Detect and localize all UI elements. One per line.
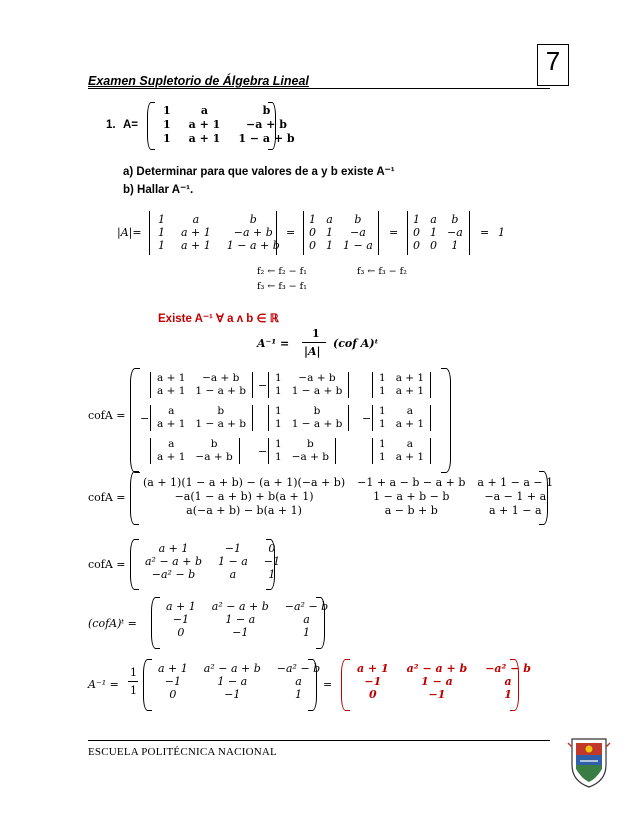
matrix-cell: a + 1 xyxy=(166,600,196,613)
cofactor-minor xyxy=(258,438,336,464)
matrix-cell: −1 xyxy=(232,626,249,639)
minor-determinant xyxy=(150,372,253,398)
det3-right-bar xyxy=(469,211,470,255)
matrix-row xyxy=(137,504,559,518)
minor-cell: a + 1 xyxy=(157,372,186,384)
final-equals: = xyxy=(323,678,333,691)
matrix-cell: 1 xyxy=(451,239,459,252)
matrix-cell: −a² − b xyxy=(276,662,321,675)
minor-determinant xyxy=(150,405,253,431)
minor-determinant xyxy=(268,372,349,398)
matrix-cell: −1 xyxy=(263,555,280,568)
matrix-cell: −a² − b xyxy=(284,600,329,613)
cofactor-sign: − xyxy=(258,378,268,392)
matrix-cell: −a + b xyxy=(245,118,287,131)
inverse-formula-num: 1 xyxy=(312,327,320,340)
matrix-cell: a − b + b xyxy=(384,504,438,517)
matrix-cell: −1 xyxy=(224,542,241,555)
existence-statement: Existe A⁻¹ ∀ a ᴧ b ∈ ℝ xyxy=(158,313,279,325)
cofactor-minor xyxy=(258,372,349,398)
matrix-cell: −1 + a − b − a + b xyxy=(357,476,466,489)
minor-cell: −a + b xyxy=(202,372,240,384)
cofactor-sign: − xyxy=(258,444,268,458)
inverse-formula-rhs: (cof A)ᵗ xyxy=(333,337,379,350)
minor-determinant xyxy=(150,438,240,464)
matrix-row xyxy=(154,132,304,146)
matrix-cell: 1 − a + b − b xyxy=(373,490,450,503)
minor-cell: a xyxy=(406,405,414,417)
cofa-1-left-paren xyxy=(130,368,140,473)
minor-cell: 1 xyxy=(275,438,282,450)
final-fraction-den: 1 xyxy=(130,684,137,697)
cofa-label-2: cofA = xyxy=(88,491,126,504)
final-fraction-num: 1 xyxy=(130,666,137,679)
minor-cell: 1 xyxy=(275,372,282,384)
matrix-cell: a² − a + b xyxy=(203,662,261,675)
matrix-cell: −a(1 − a + b) + b(a + 1) xyxy=(174,490,314,503)
matrix-cell: 1 xyxy=(303,626,310,639)
matrix-cell: a xyxy=(192,213,200,226)
result-right-paren xyxy=(510,659,519,711)
minor-cell: 1 xyxy=(379,385,386,397)
cofactor-minor xyxy=(140,405,253,431)
minor-cell: a xyxy=(168,405,175,417)
cofa-expanded-matrix xyxy=(137,476,559,518)
matrix-cell: 1 xyxy=(163,104,171,117)
det-matrix-2 xyxy=(304,213,378,252)
matrix-cell: 0 xyxy=(369,688,377,701)
minor-cell: b xyxy=(306,438,314,450)
matrix-row xyxy=(408,239,468,252)
school-crest-logo xyxy=(566,735,612,789)
minor-cell: 1 xyxy=(379,451,386,463)
matrix-cell: a + 1 xyxy=(158,542,189,555)
minor-determinant xyxy=(268,438,336,464)
matrix-a-right-paren xyxy=(268,102,276,150)
minor-cell: a xyxy=(406,438,414,450)
matrix-cell: −1 xyxy=(164,675,181,688)
matrix-cell: a xyxy=(295,675,302,688)
matrix-a-label: A= xyxy=(123,119,139,131)
matrix-cell: 1 xyxy=(326,239,333,252)
footer-rule xyxy=(88,740,550,741)
matrix-cell: 0 xyxy=(430,239,437,252)
minor-cell: a + 1 xyxy=(395,418,425,430)
minor-cell: a + 1 xyxy=(157,451,186,463)
matrix-row xyxy=(158,613,336,626)
matrix-row xyxy=(158,600,336,613)
cofat-matrix xyxy=(158,600,336,639)
cofactor-minor xyxy=(258,405,349,431)
matrix-cell: 1 xyxy=(163,118,171,131)
matrix-cell: a xyxy=(200,104,209,117)
final-fraction-bar xyxy=(128,681,138,682)
matrix-a xyxy=(154,104,304,146)
matrix-cell: 1 xyxy=(295,688,302,701)
matrix-cell: 1 xyxy=(413,213,420,226)
matrix-cell: a xyxy=(430,213,437,226)
minor-cell: b xyxy=(210,438,218,450)
matrix-row xyxy=(154,118,304,132)
minor-cell: 1 − a + b xyxy=(195,418,247,430)
det1-right-bar xyxy=(276,211,277,255)
matrix-row xyxy=(150,226,288,239)
part-a: a) Determinar para que valores de a y b existe A⁻¹ xyxy=(123,166,395,178)
minor-cell: 1 xyxy=(379,372,386,384)
matrix-cell: 1 xyxy=(158,226,165,239)
matrix-cell: b xyxy=(354,213,362,226)
matrix-cell: a xyxy=(504,675,512,688)
det2-right-bar xyxy=(378,211,379,255)
matrix-row xyxy=(408,226,468,239)
cofactor-sign: − xyxy=(140,411,150,425)
cofa-2-right-paren xyxy=(539,471,548,525)
matrix-cell: −1 xyxy=(224,688,241,701)
matrix-cell: a² − a + b xyxy=(145,555,202,568)
final-label: A⁻¹ = xyxy=(88,678,119,691)
matrix-cell: −a² − b xyxy=(151,568,196,581)
minor-cell: −a + b xyxy=(298,372,336,384)
matrix-cell: 0 xyxy=(309,226,316,239)
matrix-cell: a + 1 xyxy=(181,239,211,252)
matrix-cell: 0 xyxy=(309,239,316,252)
minor-cell: 1 − a + b xyxy=(291,418,343,430)
minor-cell: a + 1 xyxy=(157,418,186,430)
inverse-formula-fraction-bar xyxy=(302,342,326,343)
matrix-cell: 1 xyxy=(158,239,165,252)
cofactor-minor xyxy=(140,438,240,464)
cofactor-minors-grid xyxy=(140,372,440,470)
matrix-cell: 0 xyxy=(413,226,420,239)
det-label: |A|= xyxy=(117,226,142,239)
minor-cell: 1 xyxy=(275,385,282,397)
matrix-cell: a² − a + b xyxy=(406,662,468,675)
final-right-paren xyxy=(308,659,317,711)
matrix-cell: 0 xyxy=(268,542,276,555)
matrix-cell: a + 1 − a − 1 xyxy=(477,476,554,489)
matrix-cell: 1 − a + b xyxy=(238,132,295,145)
matrix-cell: 1 − a xyxy=(225,613,256,626)
matrix-cell: b xyxy=(262,104,271,117)
det-equals-1: = xyxy=(286,226,296,239)
matrix-cell: −1 xyxy=(428,688,446,701)
minor-cell: 1 xyxy=(275,451,282,463)
minor-determinant xyxy=(268,405,349,431)
matrix-cell: −1 xyxy=(172,613,189,626)
det-matrix-1 xyxy=(150,213,288,252)
matrix-cell: 1 xyxy=(309,213,316,226)
cofa-1-right-paren xyxy=(441,368,451,473)
minor-cell: −a + b xyxy=(291,451,329,463)
minor-cell: b xyxy=(217,405,225,417)
matrix-row xyxy=(304,226,378,239)
part-b: b) Hallar A⁻¹. xyxy=(123,184,194,196)
matrix-cell: 1 xyxy=(268,568,276,581)
minor-cell: a + 1 xyxy=(395,385,425,397)
matrix-cell: −a xyxy=(350,226,366,239)
minor-cell: 1 xyxy=(379,418,386,430)
minor-cell: 1 xyxy=(275,405,282,417)
matrix-cell: 0 xyxy=(177,626,185,639)
matrix-row xyxy=(154,104,304,118)
inverse-formula-den: |A| xyxy=(304,345,321,358)
cofactor-minor xyxy=(362,372,431,398)
matrix-cell: −1 xyxy=(364,675,382,688)
minor-cell: a + 1 xyxy=(157,385,186,397)
matrix-row xyxy=(304,239,378,252)
minor-cell: a + 1 xyxy=(395,372,425,384)
minor-cell: b xyxy=(313,405,321,417)
matrix-cell: 1 xyxy=(163,132,171,145)
matrix-row xyxy=(150,675,328,688)
matrix-row xyxy=(150,688,328,701)
problem-number: 1. xyxy=(106,119,116,131)
matrix-cell: 0 xyxy=(413,239,420,252)
matrix-cell: 1 − a + b xyxy=(226,239,280,252)
row-op-3: f₃ ← f₃ − f₂ xyxy=(357,266,407,277)
cofactor-sign: − xyxy=(362,411,372,425)
final-matrix xyxy=(150,662,328,701)
cofactor-minor xyxy=(362,405,431,431)
matrix-row xyxy=(158,626,336,639)
minor-cell: 1 − a + b xyxy=(195,385,247,397)
matrix-cell: (a + 1)(1 − a + b) − (a + 1)(−a + b) xyxy=(143,476,346,489)
minor-determinant xyxy=(372,438,431,464)
matrix-cell: a + 1 xyxy=(357,662,389,675)
matrix-cell: 0 xyxy=(169,688,177,701)
matrix-cell: 1 xyxy=(326,226,333,239)
matrix-row xyxy=(137,476,559,490)
minor-cell: 1 xyxy=(379,405,386,417)
cofactor-minor xyxy=(140,372,253,398)
matrix-cell: 1 xyxy=(504,688,512,701)
matrix-cell: 1 xyxy=(430,226,437,239)
det-equals-3: = xyxy=(480,226,490,239)
minor-cell: 1 − a + b xyxy=(291,385,343,397)
cofactor-minor xyxy=(362,438,431,464)
det-matrix-3 xyxy=(408,213,468,252)
matrix-cell: a² − a + b xyxy=(211,600,269,613)
cofat-label: (cofA)ᵗ = xyxy=(88,617,137,630)
inverse-formula-lhs: A⁻¹ = xyxy=(257,337,290,350)
matrix-cell: a xyxy=(229,568,237,581)
page-number: 7 xyxy=(545,46,561,76)
matrix-cell: 1 − a xyxy=(218,555,248,568)
minor-cell: −a + b xyxy=(195,451,233,463)
minor-cell: a + 1 xyxy=(395,451,425,463)
matrix-row xyxy=(150,213,288,226)
minor-determinant xyxy=(372,372,431,398)
det-equals-2: = xyxy=(389,226,399,239)
matrix-cell: a + 1 xyxy=(181,226,211,239)
matrix-cell: 1 xyxy=(158,213,165,226)
matrix-row xyxy=(408,213,468,226)
matrix-cell: b xyxy=(451,213,459,226)
matrix-cell: a xyxy=(303,613,310,626)
matrix-cell: 1 − a xyxy=(343,239,373,252)
footer-text: ESCUELA POLITÉCNICA NACIONAL xyxy=(88,746,277,758)
matrix-cell: a xyxy=(326,213,333,226)
matrix-cell: a + 1 xyxy=(158,662,188,675)
matrix-cell: b xyxy=(249,213,257,226)
minor-cell: 1 xyxy=(275,418,282,430)
row-op-1: f₂ ← f₂ − f₁ xyxy=(257,266,307,277)
matrix-cell: 1 − a xyxy=(217,675,248,688)
minor-cell: 1 xyxy=(379,438,386,450)
matrix-cell: 1 − a xyxy=(421,675,453,688)
matrix-cell: a + 1 xyxy=(188,118,221,131)
matrix-row xyxy=(150,662,328,675)
matrix-cell: a + 1 xyxy=(188,132,221,145)
matrix-cell: −a² − b xyxy=(485,662,531,675)
row-op-2: f₃ ← f₃ − f₁ xyxy=(257,281,307,292)
cofa-label-3: cofA = xyxy=(88,558,126,571)
cofa-3-right-paren xyxy=(266,539,275,590)
matrix-cell: −a + b xyxy=(233,226,273,239)
matrix-row xyxy=(304,213,378,226)
cofat-right-paren xyxy=(316,597,325,649)
page-title: Examen Supletorio de Álgebra Lineal xyxy=(88,74,309,88)
matrix-cell: −a xyxy=(447,226,463,239)
det-result: 1 xyxy=(498,226,505,239)
matrix-row xyxy=(150,239,288,252)
matrix-cell: a + 1 − a xyxy=(488,504,542,517)
minor-cell: a xyxy=(168,438,175,450)
matrix-row xyxy=(137,490,559,504)
matrix-cell: a(−a + b) − b(a + 1) xyxy=(186,504,302,517)
header-rule xyxy=(88,88,550,89)
matrix-cell: −a − 1 + a xyxy=(484,490,547,503)
minor-determinant xyxy=(372,405,431,431)
cofa-label-1: cofA = xyxy=(88,409,126,422)
